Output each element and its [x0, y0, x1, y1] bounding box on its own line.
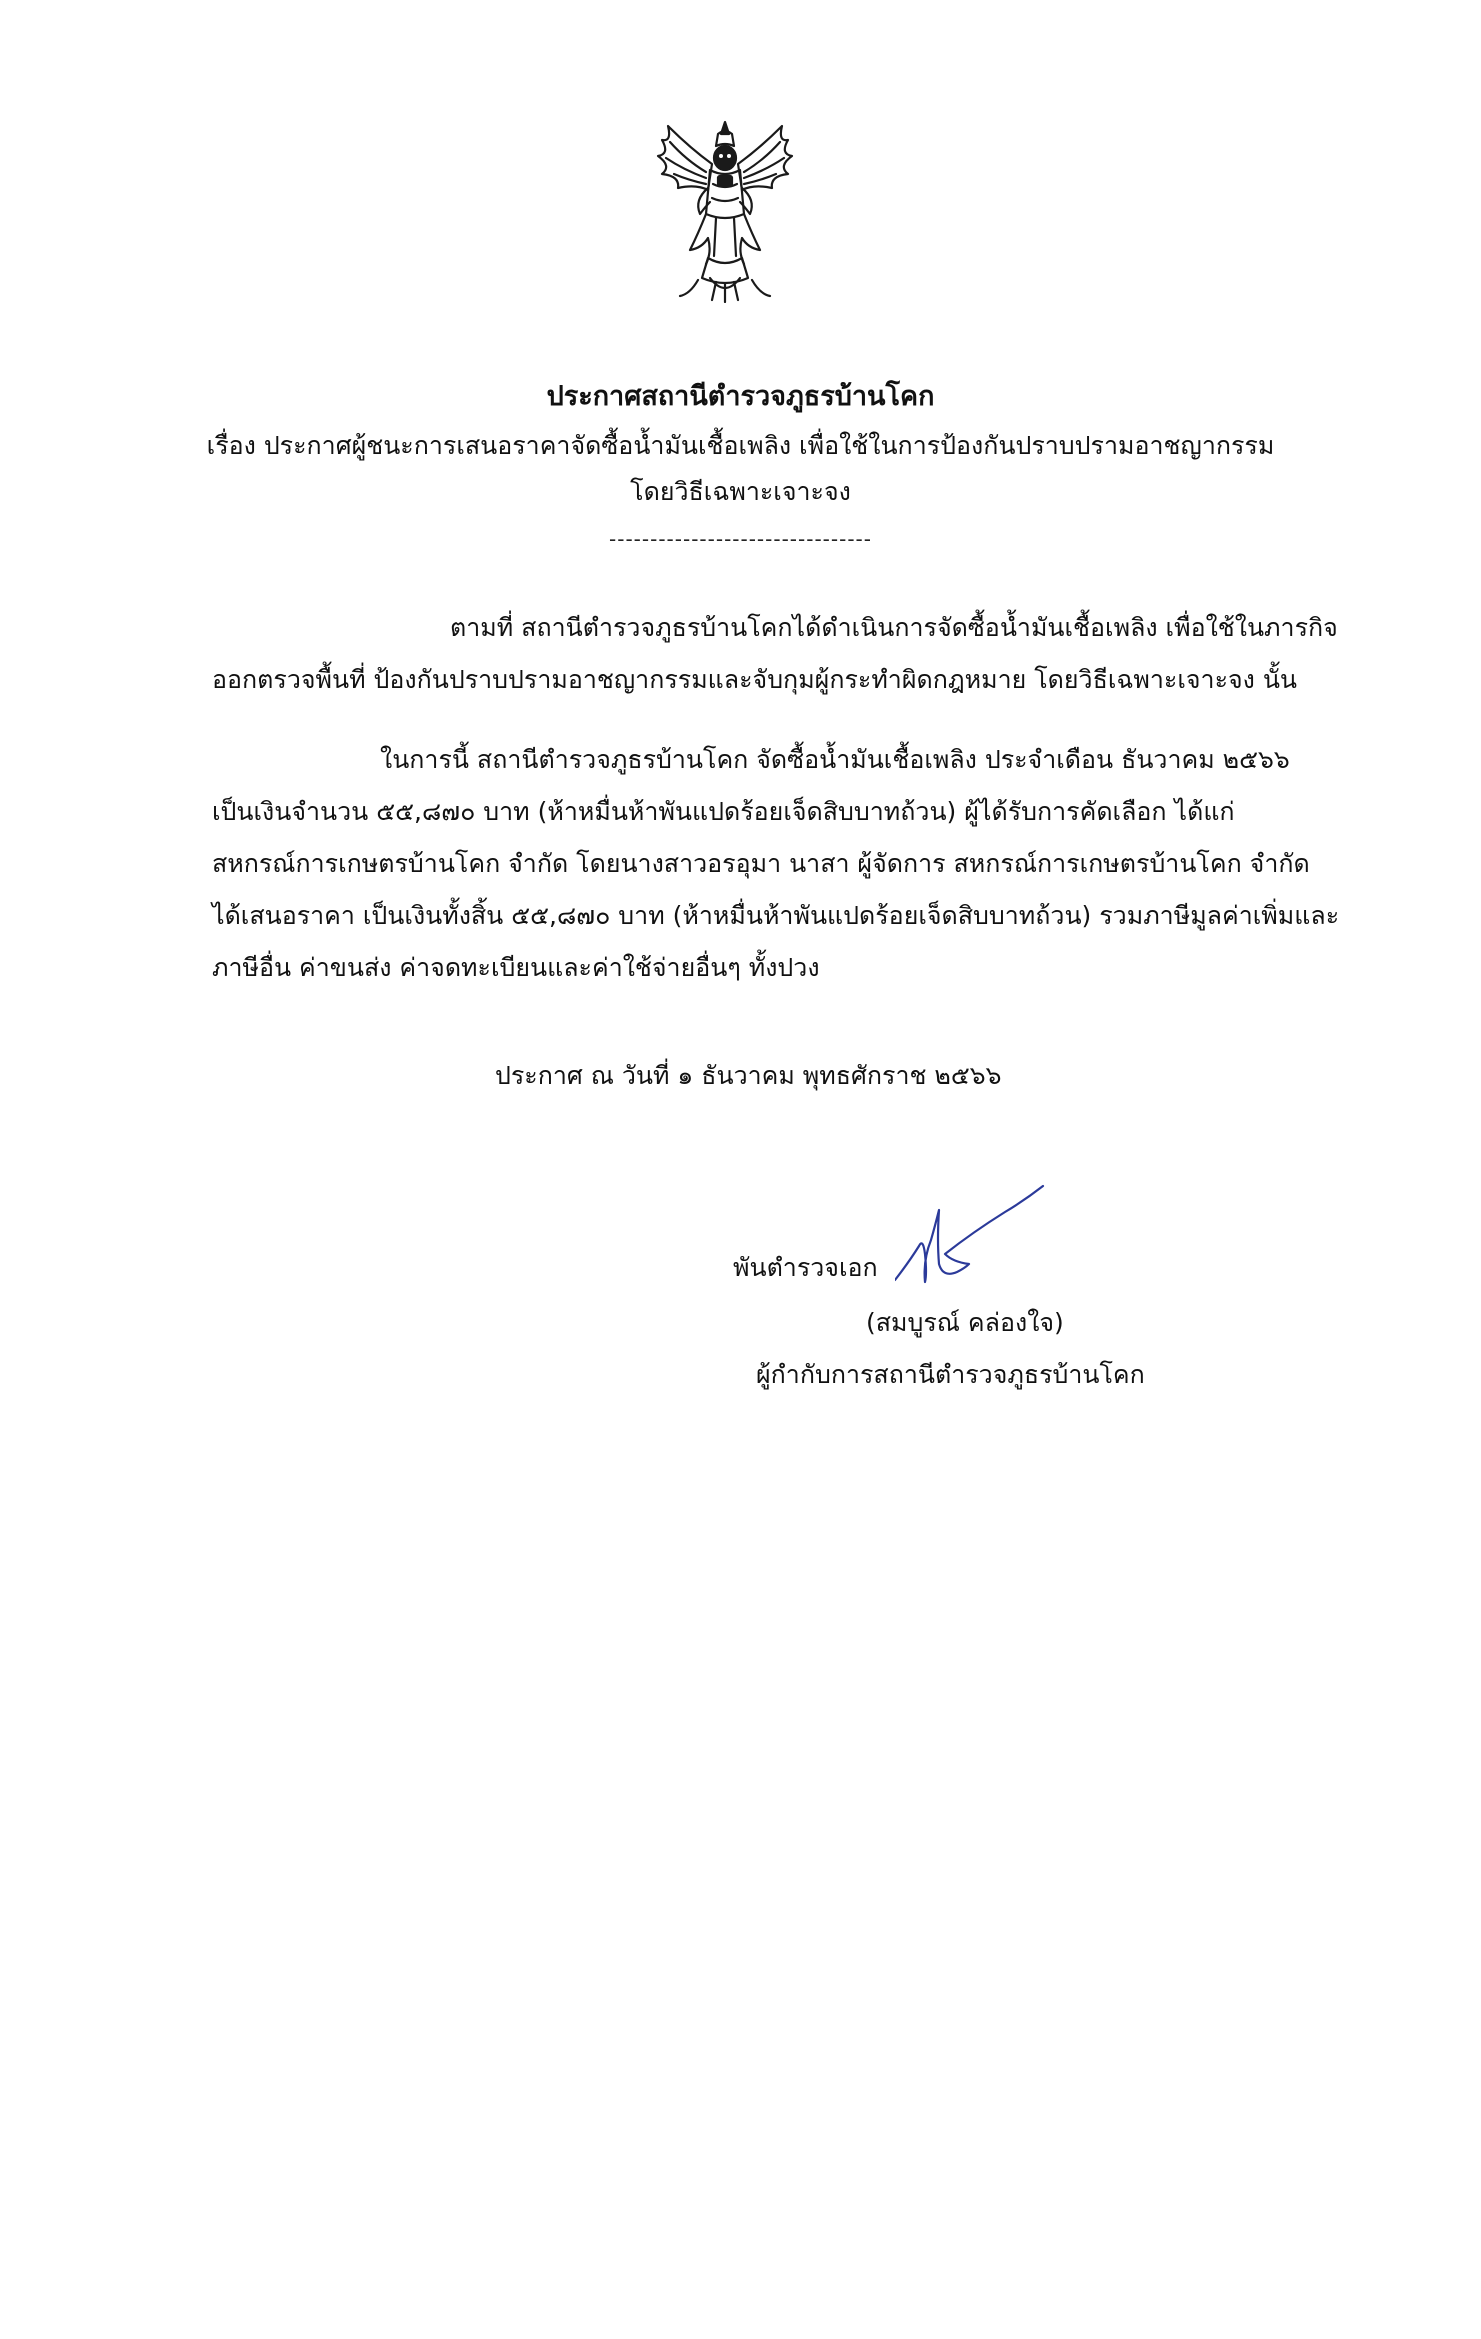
signer-position: ผู้กำกับการสถานีตำรวจภูธรบ้านโคก: [756, 1360, 1145, 1389]
paragraph-2-line-3: สหกรณ์การเกษตรบ้านโคก จำกัด โดยนางสาวอรอุมา นาสา ผู้จัดการ สหกรณ์การเกษตรบ้านโคก จำกัด: [212, 849, 1310, 878]
paragraph-2-line-4: ได้เสนอราคา เป็นเงินทั้งสิ้น ๕๕,๘๗๐ บาท (ห้าหมื่นห้าพันแปดร้อยเจ็ดสิบบาทถ้วน) รวมภาษีมูลค่าเพิ่มและ: [212, 901, 1340, 930]
divider-line: --------------------------------: [609, 527, 872, 551]
garuda-emblem-icon: [650, 118, 800, 303]
signer-name: (สมบูรณ์ คล่องใจ): [866, 1308, 1064, 1337]
announce-date: ประกาศ ณ วันที่ ๑ ธันวาคม พุทธศักราช ๒๕๖๖: [495, 1061, 1002, 1090]
paragraph-2-line-2: เป็นเงินจำนวน ๕๕,๘๗๐ บาท (ห้าหมื่นห้าพันแปดร้อยเจ็ดสิบบาทถ้วน) ผู้ได้รับการคัดเลือก ได้แก่: [212, 797, 1235, 826]
paragraph-1-line-2: ออกตรวจพื้นที่ ป้องกันปราบปรามอาชญากรรมและจับกุมผู้กระทำผิดกฎหมาย โดยวิธีเฉพาะเจาะจง นั้น: [212, 665, 1297, 694]
subject-line-2: โดยวิธีเฉพาะเจาะจง: [630, 477, 851, 506]
subject-line-1: เรื่อง ประกาศผู้ชนะการเสนอราคาจัดซื้อน้ำมันเชื้อเพลิง เพื่อใช้ในการป้องกันปราบปรามอาชญากรรม: [206, 431, 1275, 460]
document-title: ประกาศสถานีตำรวจภูธรบ้านโคก: [546, 381, 935, 412]
handwritten-signature-icon: [895, 1180, 1045, 1290]
paragraph-1-line-1: ตามที่ สถานีตำรวจภูธรบ้านโคกได้ดำเนินการจัดซื้อน้ำมันเชื้อเพลิง เพื่อใช้ในภารกิจ: [450, 613, 1338, 642]
signer-rank: พันตำรวจเอก: [733, 1253, 878, 1282]
paragraph-2-line-1: ในการนี้ สถานีตำรวจภูธรบ้านโคก จัดซื้อน้ำมันเชื้อเพลิง ประจำเดือน ธันวาคม ๒๕๖๖: [380, 745, 1290, 774]
paragraph-2-line-5: ภาษีอื่น ค่าขนส่ง ค่าจดทะเบียนและค่าใช้จ่ายอื่นๆ ทั้งปวง: [212, 953, 820, 982]
